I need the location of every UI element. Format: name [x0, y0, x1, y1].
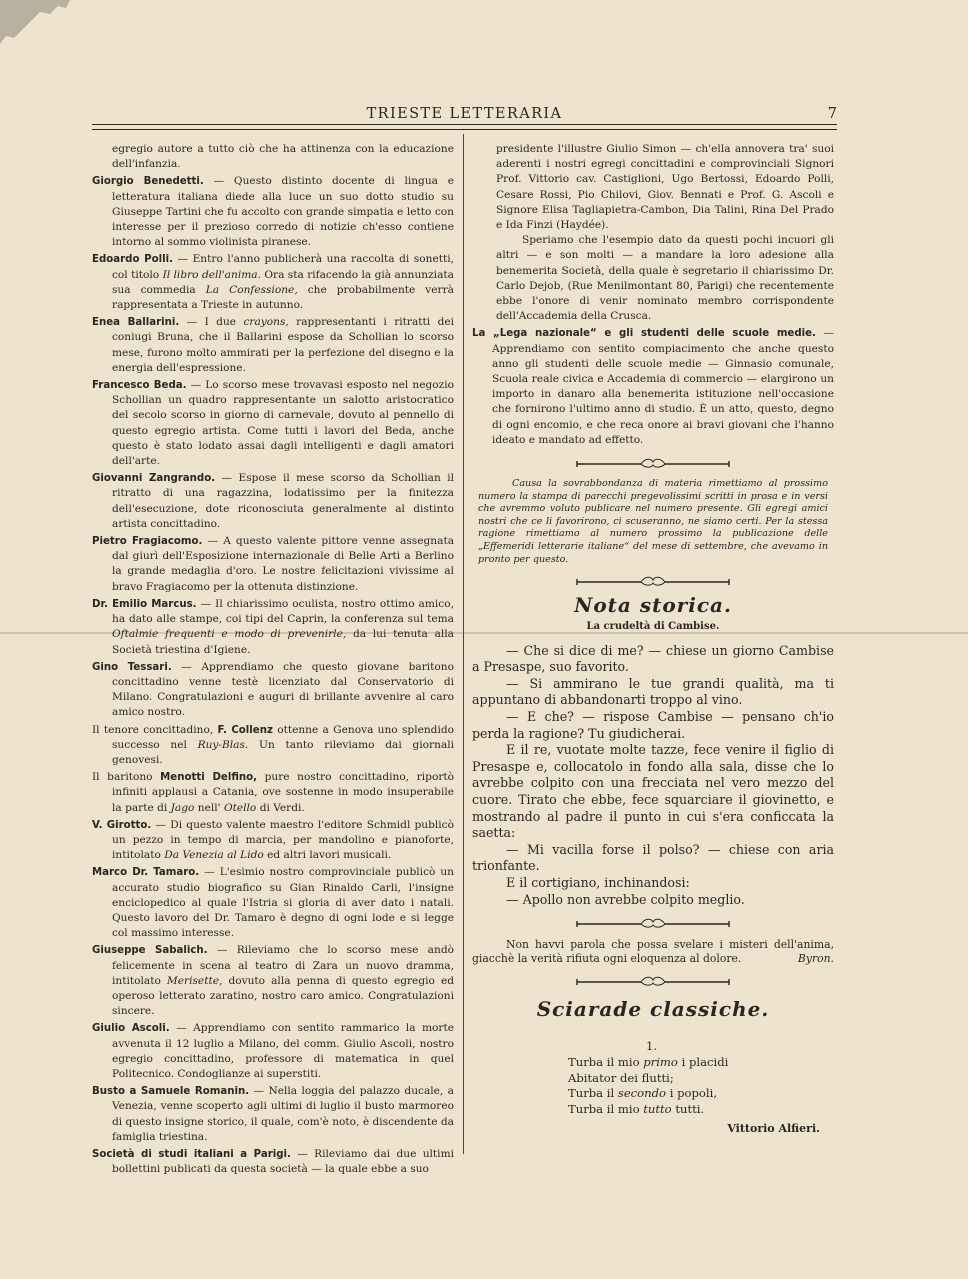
continuation-text: presidente l'illustre Giulio Simon — ch'ella annovera tra' suoi aderenti i nostri egregi concittadini e comprovinciali Signori Prof. Vittorio cav. Castiglioni, Ugo Bertossi, Edoardo Polli, Cesare Rossi, Pio Chilovi, Giov. Bennati e Prof. G. Ascoli e Signore Elisa Tagliapietra-Cambon, Dia Talini, Rina Del Prado e Ida Finzi (Haydée).	[496, 143, 834, 232]
news-entry	[92, 597, 454, 658]
poem-line	[568, 1086, 834, 1102]
story-paragraph: E il re, vuotate molte tazze, fece venire il figlio di Presaspe e, collocatolo in fondo alla sala, disse che lo avrebbe colpito con una frecciata nel vero mezzo del cuore. Tirato che ebbe, fece squarciare il giovinetto, e mostrando al padre il punto in cui s'era conficcata la saetta:	[472, 742, 834, 841]
entry-prefix: Il tenore concittadino,	[92, 723, 214, 736]
entry-name: V. Girotto.	[92, 819, 152, 831]
news-entry	[92, 943, 454, 1019]
entry-text: ottenne a Genova uno splendido successo nel	[112, 723, 455, 751]
poem-lines	[472, 1055, 834, 1117]
news-entry	[92, 471, 454, 532]
entry-text: — L'esimio nostro comprovinciale publicò un accurato studio biografico su Gian Rinaldo Carli, l'insigne enciclopedico al quale l'Istria si gloria di aver dato i natali. Questo lavoro del Dr. Tamaro è degno di ogni lode e si legge col massimo interesse.	[112, 866, 454, 940]
poem-keyword: primo	[643, 1054, 678, 1069]
poem-text: Turba il mio	[568, 1054, 644, 1069]
entry-text: Ora sta rifacendo la già annunziata sua commedia	[112, 268, 454, 296]
poem-keyword: secondo	[617, 1086, 667, 1101]
intro-text: egregio autore a tutto ciò che ha attinenza con la educazione dell'infanzia.	[112, 143, 454, 171]
entry-name: Pietro Fragiacomo.	[92, 536, 203, 548]
poem-text: Abitator dei flutti;	[568, 1070, 674, 1085]
entry-name: Giuseppe Sabalich.	[92, 945, 208, 957]
entry-title: Ruy-Blas.	[197, 738, 249, 751]
entry-name: Gino Tessari.	[92, 661, 172, 673]
ornament-divider	[472, 456, 834, 470]
news-entry	[92, 770, 454, 816]
entry-text: — Entro l'anno publicherà una raccolta di sonetti, col titolo	[112, 253, 454, 281]
entry-name: Giovanni Zangrando.	[92, 473, 216, 485]
editorial-note: Causa la sovrabbondanza di materia rimettiamo al prossimo numero la stampa di parecchi pregevolissimi scritti in prosa e in versi che avremmo voluto publicare nel numero presente. Gli egregi amici nostri che ce li favorirono, ci scuseranno, ne siamo certi. Per la stessa ragione rimettiamo al numero prossimo la publicazione delle „Effemeridi letterarie italiane“ del mese di settembre, che avevamo in pronto per questo.	[478, 478, 828, 565]
quotation	[472, 938, 834, 966]
poem-text: i popoli,	[666, 1086, 718, 1101]
entry-name: Marco Dr. Tamaro.	[92, 867, 200, 879]
entry-text: — Apprendiamo che questo giovane baritono concittadino venne testè licenziato dal Conservatorio di Milano. Congratulazioni e auguri di brillante avvenire al caro amico nostro.	[112, 660, 454, 719]
entry-title: Il libro dell'anima.	[162, 268, 261, 281]
entry-name: Francesco Beda.	[92, 380, 187, 392]
entry-name: Società di studi italiani a Parigi.	[92, 1149, 291, 1160]
entry-text: nell'	[197, 801, 221, 814]
quote-author: Byron.	[797, 952, 834, 966]
story-paragraph: E il cortigiano, inchinandosi:	[506, 874, 690, 890]
entry-text: — Nella loggia del palazzo ducale, a Venezia, venne scoperto agli ultimi di luglio il busto marmoreo di questo insigne storico, il quale, com'è noto, è discendente da famiglia triestina.	[112, 1085, 454, 1143]
entry-text: — Apprendiamo con sentito rammarico la morte avvenuta il 12 luglio a Milano, del comm. Giulio Ascoli, nostro egregio concittadino, professore di matematica in quel Politecnico. Condoglianze ai superstiti.	[112, 1022, 454, 1080]
poem-line	[568, 1071, 834, 1087]
entry-text: ed altri lavori musicali.	[267, 849, 392, 862]
entry-text: — Apprendiamo con sentito compiacimento che anche questo anno gli studenti delle scuole medie — Ginnasio comunale, Scuola reale civica e Accademia di commercio — elargirono un importo in danaro alla benemerita istituzione nell'occasione che fornirono l'ultimo anno di studio. È un atto, questo, degno di ogni encomio, e che reca onore ai bravi giovani che l'hanno ideato e mandato ad effetto.	[492, 327, 834, 446]
entry-text: — Lo scorso mese trovavasi esposto nel negozio Schollian un quadro rappresentante un salotto aristocratico del secolo scorso in giorno di carnevale, dovuto al pennello di questo egregio artista. Come tutti i lavori del Beda, anche questo è stato lodato assai dagli intelligenti e dagli amatori dell'arte.	[112, 379, 454, 468]
poem-line	[568, 1055, 834, 1071]
entry-title: Oftalmie frequenti e modo di prevenirle,	[112, 628, 347, 641]
lega-entry	[472, 326, 834, 448]
entry-text: — Di questo valente maestro l'editore Schmidl publicò un pezzo in tempo di marcia, per mandolino e pianoforte, intitolato	[112, 818, 454, 862]
entry-name: Busto a Samuele Romanin.	[92, 1086, 250, 1098]
section-subtitle: La crudeltà di Cambise.	[586, 621, 720, 633]
publication-title: TRIESTE LETTERARIA	[366, 106, 563, 122]
news-entries	[92, 174, 454, 1177]
story-paragraph: — Apollo non avrebbe colpito meglio.	[506, 891, 745, 907]
news-entry	[92, 378, 454, 469]
entry-title: Jago	[170, 801, 195, 814]
entry-text: di Verdi.	[259, 801, 305, 814]
entry-text: — Rileviamo che lo scorso mese andò felicemente in scena al teatro di Zara un nuovo dramma, intitolato	[112, 944, 454, 987]
ornament-divider	[472, 916, 834, 930]
entry-text: — I due	[186, 316, 237, 329]
entry-title: Merisette,	[166, 974, 223, 987]
entry-name: La „Lega nazionale“ e gli studenti delle scuole medie.	[472, 328, 816, 340]
entry-title: Otello	[223, 801, 257, 814]
entry-text: — Rileviamo dai due ultimi bollettini publicati da questa società — la quale ebbe a suo	[112, 1148, 454, 1176]
entry-text: da lui tenuta alla Società triestina d'Igiene.	[112, 628, 454, 656]
entry-name: F. Collenz	[217, 724, 273, 736]
left-column	[92, 142, 454, 1179]
news-entry	[92, 1147, 454, 1177]
news-entry	[92, 818, 454, 864]
story-paragraph: — Mi vacilla forse il polso? — chiese con aria trionfante.	[472, 841, 834, 874]
entry-title: Da Venezia al Lido	[164, 849, 264, 862]
news-entry	[92, 1084, 454, 1145]
news-entry	[92, 660, 454, 721]
entry-name: Edoardo Polli.	[92, 254, 173, 266]
entry-name: Dr. Emilio Marcus.	[92, 598, 197, 610]
entry-text: pure nostro concittadino, riportò infiniti applausi a Catania, ove sostenne in modo insuperabile la parte di	[112, 771, 455, 814]
section-title-sciarade: Sciarade classiche.	[536, 997, 770, 1022]
entry-text: che probabilmente verrà rappresentata a Trieste in autunno.	[112, 283, 454, 312]
poem-text: Turba il mio	[568, 1101, 644, 1116]
entry-text: Un tanto rileviamo dai giornali genovesi.	[112, 738, 455, 766]
news-entry	[92, 252, 454, 313]
entry-name: Menotti Delfino,	[160, 772, 258, 784]
page-number: 7	[827, 106, 837, 122]
news-entry	[92, 534, 454, 595]
entry-title: crayons,	[243, 316, 289, 329]
header-rule	[92, 124, 837, 130]
entry-text: dovuto alla penna di questo egregio ed operoso letterato zaratino, nostro caro amico. Congratulazioni sincere.	[112, 974, 454, 1018]
right-column	[472, 142, 834, 1137]
poem-text: i placidi	[677, 1054, 729, 1069]
page-header	[92, 106, 837, 126]
news-entry	[92, 865, 454, 941]
entry-name: Giulio Ascoli.	[92, 1023, 170, 1035]
entry-text: — Questo distinto docente di lingua e letteratura italiana diede alla luce un suo dotto studio su Giuseppe Tartini che fu accolto con grande simpatia e letto con interesse per il prezioso corredo di notizie ch'esso contiene intorno al sommo violinista piranese.	[112, 175, 454, 249]
poem-keyword: tutto	[643, 1101, 672, 1116]
quote-text: Non havvi parola che possa svelare i misteri dell'anima, giacchè la verità rifiuta ogni eloquenza al dolore.	[472, 938, 834, 966]
poem-number: 1.	[646, 1039, 658, 1054]
continuation-text-2: Speriamo che l'esempio dato da questi pochi incuori gli altri — e son molti — a mandare la loro adesione alla benemerita Società, della quale è segretario il chiarissimo Dr. Carlo Dejob, (Rue Menilmontant 80, Parigi) che recentemente ebbe l'onore di venir nominato membro corrispondente dell'Accademia della Crusca.	[496, 234, 834, 323]
section-title: Nota storica.	[574, 593, 732, 618]
column-divider	[463, 134, 464, 1154]
entry-text: — Espose il mese scorso da Schollian il ritratto di una ragazzina, lodatissimo per la finitezza dell'esecuzione, dote riconosciuta generalmente al distinto artista concittadino.	[112, 472, 454, 530]
entry-text: rappresentanti i ritratti dei coniugi Bruna, che il Ballarini espose da Schollian lo scorso mese, furono molto ammirati per la perfezione del disegno e la energia dell'espressione.	[112, 316, 455, 374]
poem-line	[568, 1102, 834, 1118]
news-entry	[92, 723, 454, 769]
story-text	[472, 643, 834, 909]
entry-text: — Il chiarissimo oculista, nostro ottimo amico, ha dato alle stampe, coi tipi del Caprin, la conferenza sul tema	[112, 597, 454, 626]
news-entry	[92, 174, 454, 250]
story-paragraph: — Si ammirano le tue grandi qualità, ma ti appuntano di abbandonarti troppo al vino.	[472, 675, 834, 708]
news-entry	[92, 1021, 454, 1082]
entry-prefix: Il baritono	[92, 771, 153, 784]
poem-text: tutti.	[671, 1101, 705, 1116]
poem-signature: Vittorio Alfieri.	[727, 1122, 820, 1136]
entry-name: Giorgio Benedetti.	[92, 176, 204, 188]
story-paragraph: — E che? — rispose Cambise — pensano ch'io perda la ragione? Tu giudicherai.	[472, 709, 834, 741]
story-paragraph: — Che si dice di me? — chiese un giorno Cambise a Presaspe, suo favorito.	[472, 642, 834, 675]
entry-text: — A questo valente pittore venne assegnata dal giurì dell'Esposizione internazionale di Belle Arti a Berlino la grande medaglia d'oro. Le nostre felicitazioni vivissime al bravo Fragiacomo per la ottenuta distinzione.	[112, 535, 455, 593]
ornament-divider	[472, 574, 834, 588]
poem-text: Turba il	[568, 1086, 618, 1101]
ornament-divider	[472, 974, 834, 988]
news-entry	[92, 315, 454, 376]
torn-corner	[0, 0, 70, 50]
entry-title: La Confessione,	[205, 283, 298, 296]
entry-name: Enea Ballarini.	[92, 317, 180, 329]
